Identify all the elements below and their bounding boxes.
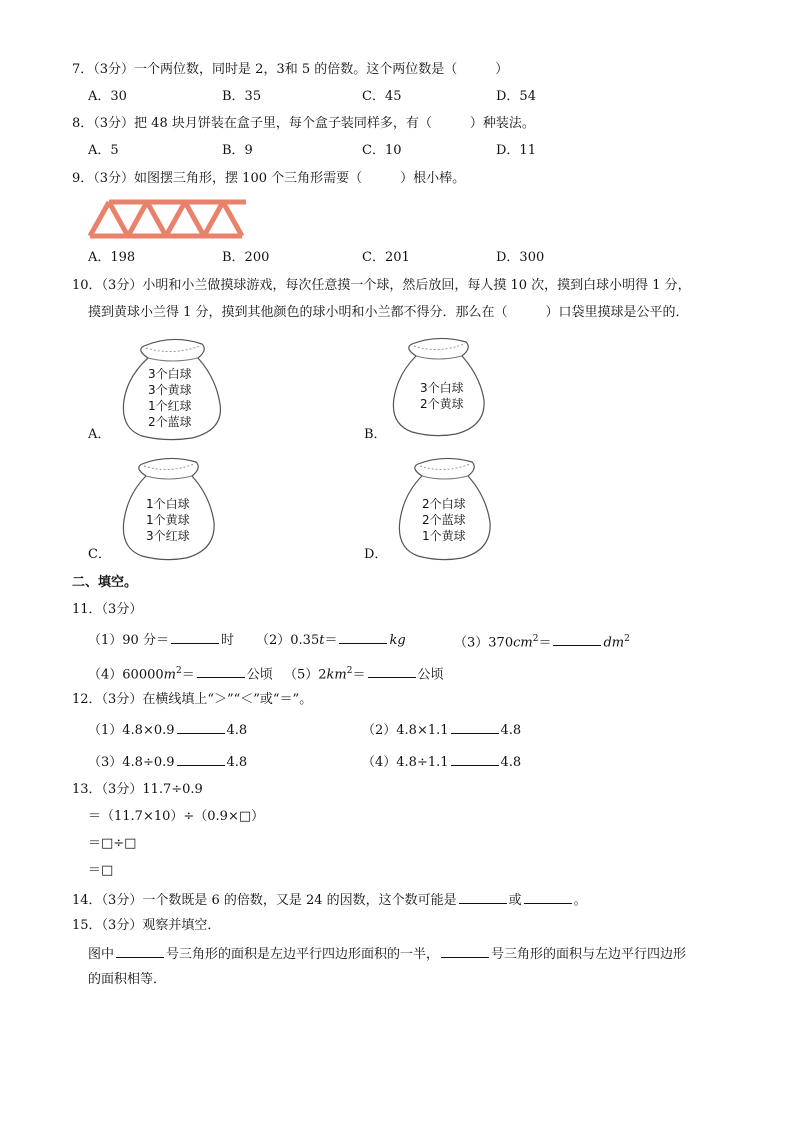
q15-blank-1[interactable] xyxy=(116,944,164,958)
q13-stem: 13．（3分）11.7÷0.9 xyxy=(72,782,203,797)
q11-part-4: $(4)60000m^2=$ 公顷 xyxy=(88,666,273,683)
q8-option-d: D．11 xyxy=(496,143,536,158)
stick-2 xyxy=(109,202,128,236)
bag-b-item-2: 2个黄球 xyxy=(420,397,464,411)
bag-c xyxy=(116,454,220,562)
q7-stem: 7．（3分）一个两位数，同时是 2，3和 5 的倍数。这个两位数是（ ） xyxy=(72,62,509,77)
bag-c-letter: C． xyxy=(88,547,111,562)
q9-stem: 9．（3分）如图摆三角形，摆 100 个三角形需要（ ）根小棒。 xyxy=(72,171,466,186)
stick-6 xyxy=(185,202,204,236)
q12-part-2: （2）4.8×1.1 4.8 xyxy=(362,720,521,740)
q10-line2: 摸到黄球小兰得 1 分，摸到其他颜色的球小明和小兰都不得分．那么在（ ）口袋里摸球是公平的． xyxy=(88,305,689,320)
q13-line-2: ＝□÷□ xyxy=(88,836,137,851)
bag-d-item-2: 2个蓝球 xyxy=(422,513,466,527)
q14-stem: 14．（3分）一个数既是 6 的倍数，又是 24 的因数，这个数可能是 或 。 xyxy=(72,890,587,910)
q8-stem: 8．（3分）把 48 块月饼装在盒子里，每个盒子装同样多，有（ ）种装法。 xyxy=(72,116,535,131)
bag-a-item-2: 3个黄球 xyxy=(148,383,192,397)
bag-b-letter: B． xyxy=(364,427,387,442)
bag-a-item-3: 1个红球 xyxy=(148,399,192,413)
q9-option-a: A．198 xyxy=(88,250,136,265)
stick-1 xyxy=(90,202,109,236)
q9-option-b: B．200 xyxy=(222,250,270,265)
q11-blank-4[interactable] xyxy=(197,664,245,678)
stick-3 xyxy=(128,202,147,236)
q15-line-1: 图中 号三角形的面积是左边平行四边形面积的一半， 号三角形的面积与左边平行四边形 xyxy=(88,944,686,964)
bag-c-item-3: 3个红球 xyxy=(146,529,190,543)
q9-option-d: D．300 xyxy=(496,250,545,265)
bag-c-item-1: 1个白球 xyxy=(146,497,190,511)
q8-option-c: C．10 xyxy=(362,143,402,158)
section-heading: 二、填空。 xyxy=(72,575,138,590)
stick-8 xyxy=(223,202,242,236)
bag-a-item-4: 2个蓝球 xyxy=(148,415,192,429)
q11-stem: 11．（3分） xyxy=(72,602,143,617)
q7-option-c: C．45 xyxy=(362,89,402,104)
bag-a-item-1: 3个白球 xyxy=(148,367,192,381)
q11-part-5: $(5)2km^2=$ 公顷 xyxy=(284,666,444,683)
q14-blank-1[interactable] xyxy=(459,890,507,904)
q15-line-2: 的面积相等． xyxy=(88,972,167,987)
q12-part-1: （1）4.8×0.9 4.8 xyxy=(88,720,247,740)
q15-stem: 15．（3分）观察并填空． xyxy=(72,918,221,933)
q11-part-3: $(3)370cm^2= dm^2$ xyxy=(454,634,630,651)
q10-line1: 10．（3分）小明和小兰做摸球游戏，每次任意摸一个球，然后放回，每人摸 10 次，摸到白球小明得 1 分， xyxy=(72,278,691,293)
triangle-sticks-figure xyxy=(86,198,256,242)
q11-blank-2[interactable] xyxy=(339,630,387,644)
q12-part-4: （4）4.8÷1.1 4.8 xyxy=(362,752,521,772)
q8-option-b: B．9 xyxy=(222,143,253,158)
stick-5 xyxy=(166,202,185,236)
sticks-group xyxy=(90,202,246,236)
q11-blank-5[interactable] xyxy=(368,664,416,678)
q7-option-a: A．30 xyxy=(88,89,127,104)
q12-blank-2[interactable] xyxy=(451,720,499,734)
bag-d xyxy=(392,454,496,562)
bag-d-item-1: 2个白球 xyxy=(422,497,466,511)
q14-blank-2[interactable] xyxy=(524,890,572,904)
q13-line-1: ＝（11.7×10）÷（0.9×□） xyxy=(88,809,265,824)
q15-blank-2[interactable] xyxy=(441,944,489,958)
q12-part-3: （3）4.8÷0.9 4.8 xyxy=(88,752,247,772)
q12-stem: 12．（3分）在横线填上“＞”“＜”或“＝”。 xyxy=(72,692,313,707)
q11-part-1: （1）90 分＝ 时 xyxy=(88,630,234,650)
q12-blank-1[interactable] xyxy=(177,720,225,734)
q12-blank-3[interactable] xyxy=(177,752,225,766)
bag-d-letter: D． xyxy=(364,547,388,562)
q7-option-b: B．35 xyxy=(222,89,262,104)
q11-blank-3[interactable] xyxy=(553,632,601,646)
bag-a-letter: A． xyxy=(88,427,111,442)
bag-d-item-3: 1个黄球 xyxy=(422,529,466,543)
stick-7 xyxy=(204,202,223,236)
bag-b xyxy=(386,334,490,438)
bag-b-item-1: 3个白球 xyxy=(420,381,464,395)
q13-line-3: ＝□ xyxy=(88,863,114,878)
q8-option-a: A．5 xyxy=(88,143,119,158)
q12-blank-4[interactable] xyxy=(451,752,499,766)
stick-4 xyxy=(147,202,166,236)
q7-option-d: D．54 xyxy=(496,89,536,104)
q11-part-2: （2）0.35t＝ kg xyxy=(256,630,406,650)
bag-a xyxy=(116,334,228,442)
q9-option-c: C．201 xyxy=(362,250,410,265)
q11-blank-1[interactable] xyxy=(171,630,219,644)
bag-c-item-2: 1个黄球 xyxy=(146,513,190,527)
